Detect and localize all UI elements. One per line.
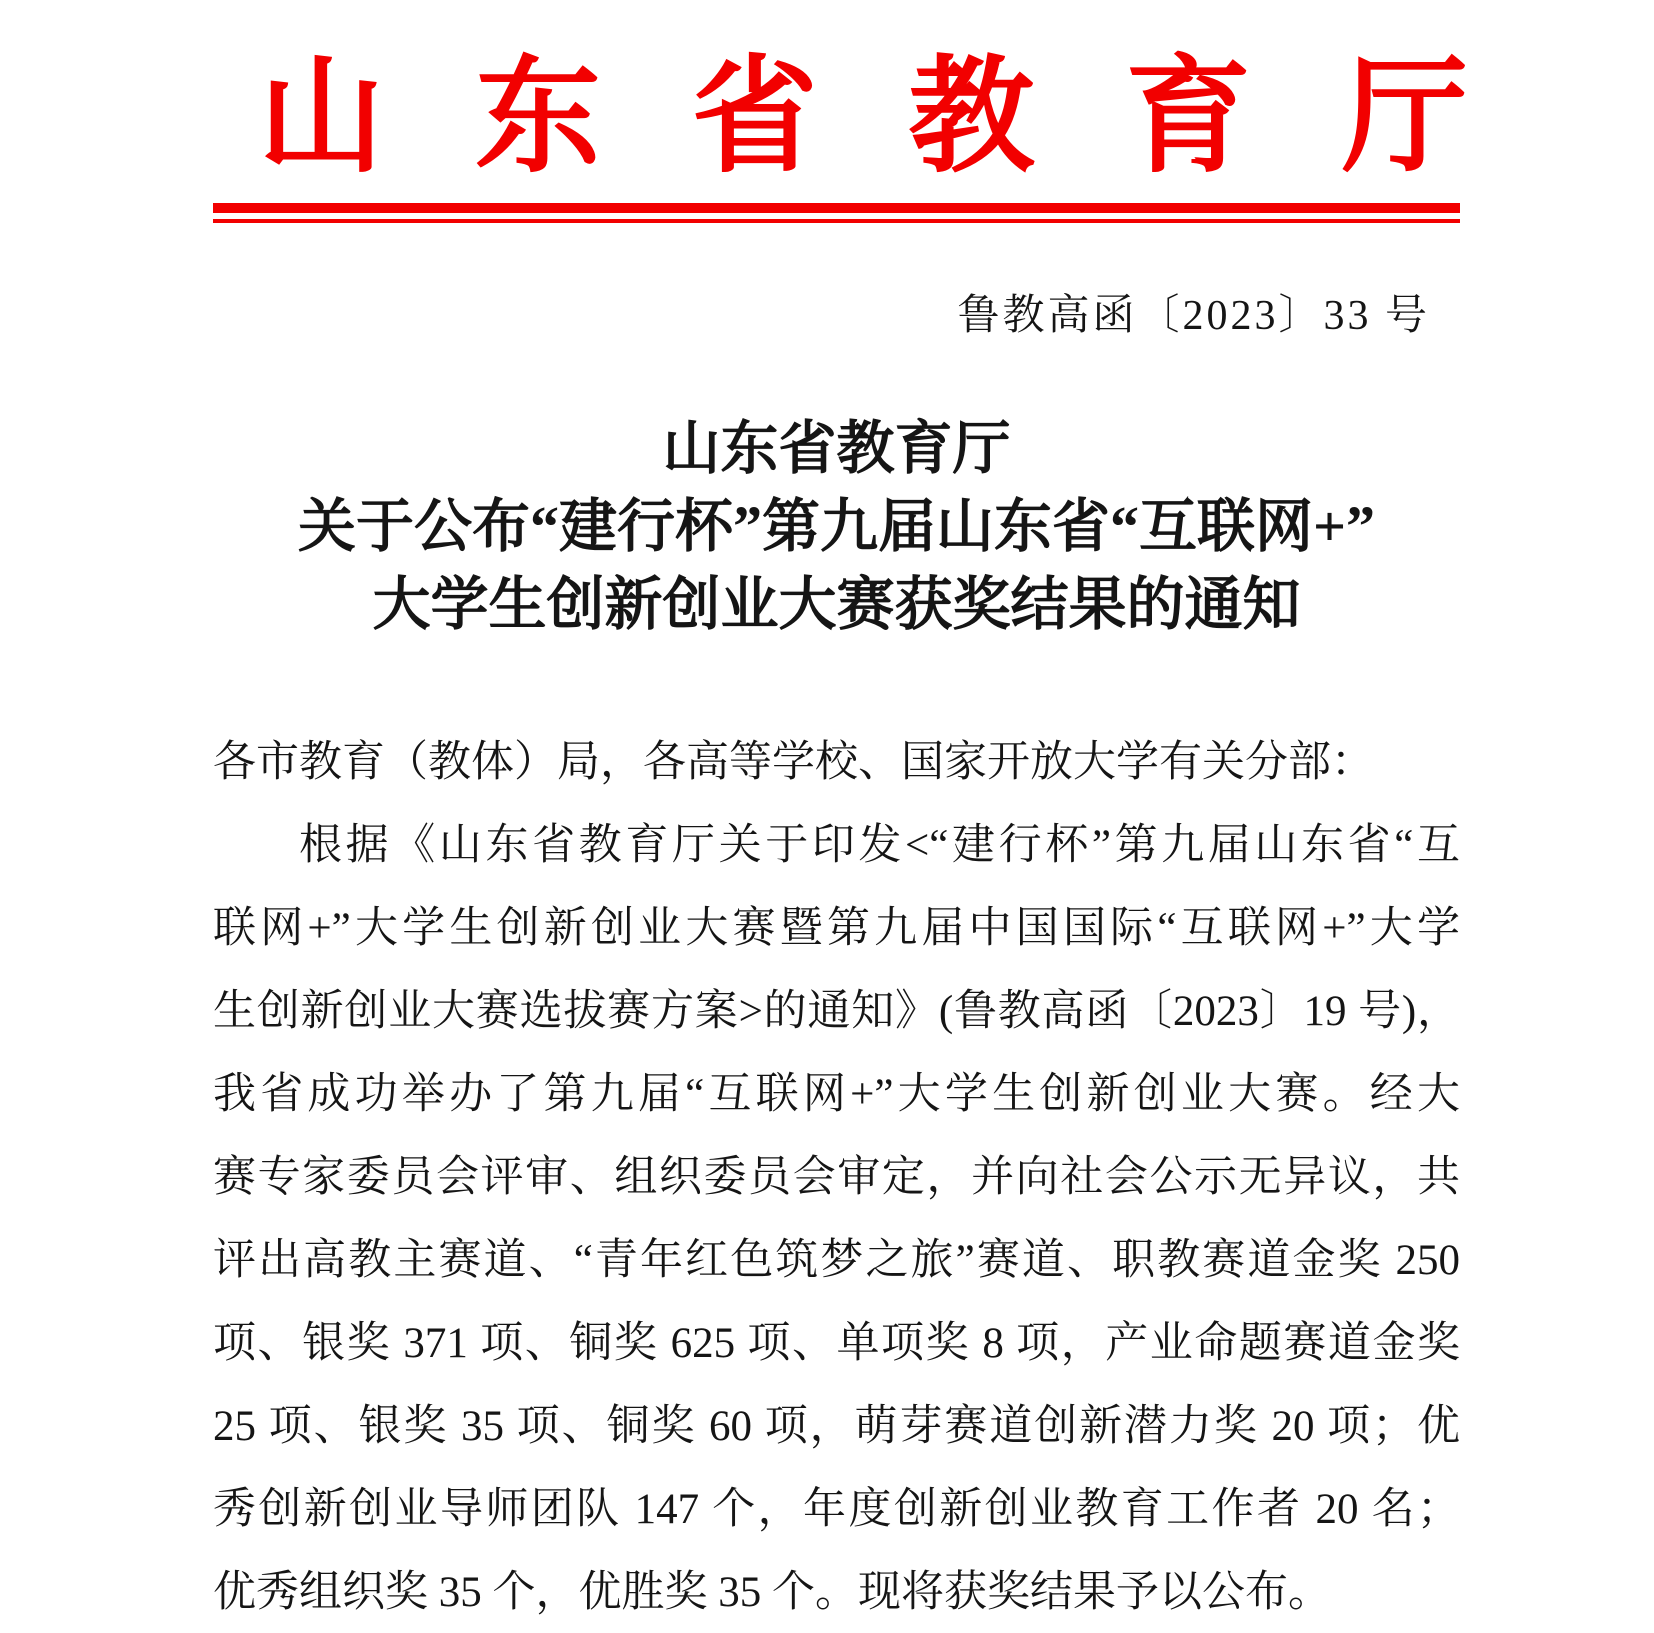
body-line: 赛专家委员会评审、组织委员会审定，并向社会公示无异议，共: [213, 1154, 1460, 1201]
body-line: 根据《山东省教育厅关于印发<“建行杯”第九届山东省“互: [299, 822, 1460, 869]
body-line: 项、银奖 371 项、铜奖 625 项、单项奖 8 项，产业命题赛道金奖: [213, 1320, 1460, 1367]
document-body: [213, 721, 1460, 1633]
masthead-rule-thin: [213, 219, 1460, 223]
body-line: 联网+”大学生创新创业大赛暨第九届中国国际“互联网+”大学: [213, 905, 1460, 952]
body-line: 25 项、银奖 35 项、铜奖 60 项，萌芽赛道创新潜力奖 20 项；优: [213, 1403, 1460, 1450]
body-line: 秀创新创业导师团队 147 个，年度创新创业教育工作者 20 名；: [213, 1486, 1460, 1533]
document-content: [213, 49, 1559, 1633]
document-number: 鲁教高函〔2023〕33 号: [957, 293, 1430, 339]
body-line: 我省成功举办了第九届“互联网+”大学生创新创业大赛。经大: [213, 1071, 1460, 1118]
document-title-line-1: 山东省教育厅: [662, 416, 1011, 481]
document-title: [213, 410, 1460, 644]
body-line: 评出高教主赛道、“青年红色筑梦之旅”赛道、职教赛道金奖 250: [213, 1237, 1460, 1284]
document-title-line-3: 大学生创新创业大赛获奖结果的通知: [372, 572, 1301, 637]
agency-masthead-title: 山东省教育厅: [258, 49, 1559, 188]
salutation-line: 各市教育（教体）局，各高等学校、国家开放大学有关分部：: [213, 739, 1374, 786]
letterhead: [213, 49, 1559, 223]
masthead-rule-thick: [213, 203, 1460, 213]
body-line: 生创新创业大赛选拔赛方案>的通知》(鲁教高函〔2023〕19 号)，: [213, 988, 1460, 1035]
body-line: 优秀组织奖 35 个，优胜奖 35 个。现将获奖结果予以公布。: [213, 1569, 1331, 1616]
document-title-line-2: 关于公布“建行杯”第九届山东省“互联网+”: [297, 494, 1376, 559]
